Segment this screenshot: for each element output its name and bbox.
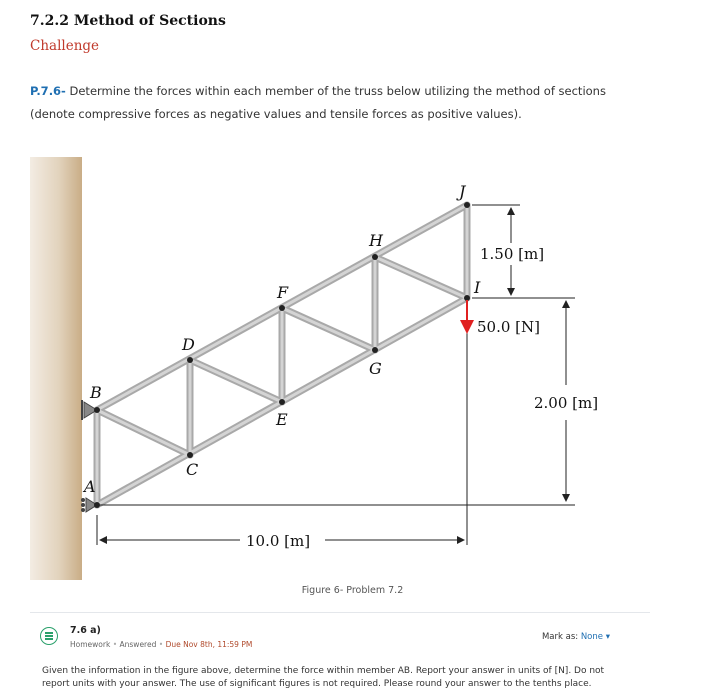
wall (30, 157, 82, 580)
section-subtitle: Challenge (30, 38, 100, 54)
truss-diagram (0, 150, 705, 580)
mark-as-dropdown[interactable]: None (580, 632, 604, 642)
figure-caption: Figure 6- Problem 7.2 (301, 585, 404, 596)
problem-text: Determine the forces within each member of the truss below utilizing the method of sections (denote compressive forces as negative values and tensile forces as positive values). (30, 84, 606, 121)
node-label-f: F (277, 283, 289, 302)
mark-as-label: Mark as: (541, 632, 579, 642)
node-label-c: C (186, 460, 199, 479)
dim-height-label: 2.00 [m] (534, 394, 599, 412)
node-label-g: G (369, 359, 382, 378)
node-label-i: I (474, 278, 481, 297)
question-due: Due Nov 8th, 11:59 PM (165, 640, 253, 649)
node-label-h: H (369, 231, 383, 250)
truss-figure (0, 150, 705, 580)
mark-as[interactable] (542, 632, 610, 642)
problem-id: P.7.6- (30, 84, 66, 98)
question-label: 7.6 a) (70, 625, 101, 636)
question-meta: Homework • Answered • Due Nov 8th, 11:59 PM (70, 640, 253, 649)
question-text: Given the information in the figure above, determine the force within member AB. Report your answer in units of [N]. Do not report units with your answer. The use of significant figures is not required. Please round your answer to the tenths place. (42, 666, 605, 689)
question-card (30, 612, 650, 696)
chevron-down-icon[interactable]: ▾ (605, 632, 610, 642)
node-label-a: A (84, 477, 96, 496)
section-title: 7.2.2 Method of Sections (30, 13, 226, 29)
question-type: Homework (70, 640, 111, 649)
node-label-j: J (459, 182, 466, 201)
node-label-b: B (90, 383, 102, 402)
load-label: 50.0 [N] (477, 318, 540, 336)
dim-span-label: 10.0 [m] (246, 532, 311, 550)
dim-ji-label: 1.50 [m] (480, 245, 545, 263)
load-arrow (460, 300, 474, 334)
question-list-icon (40, 627, 58, 645)
node-label-d: D (182, 335, 195, 354)
node-label-e: E (276, 410, 288, 429)
problem-statement (30, 80, 650, 126)
question-status: Answered (119, 640, 157, 649)
